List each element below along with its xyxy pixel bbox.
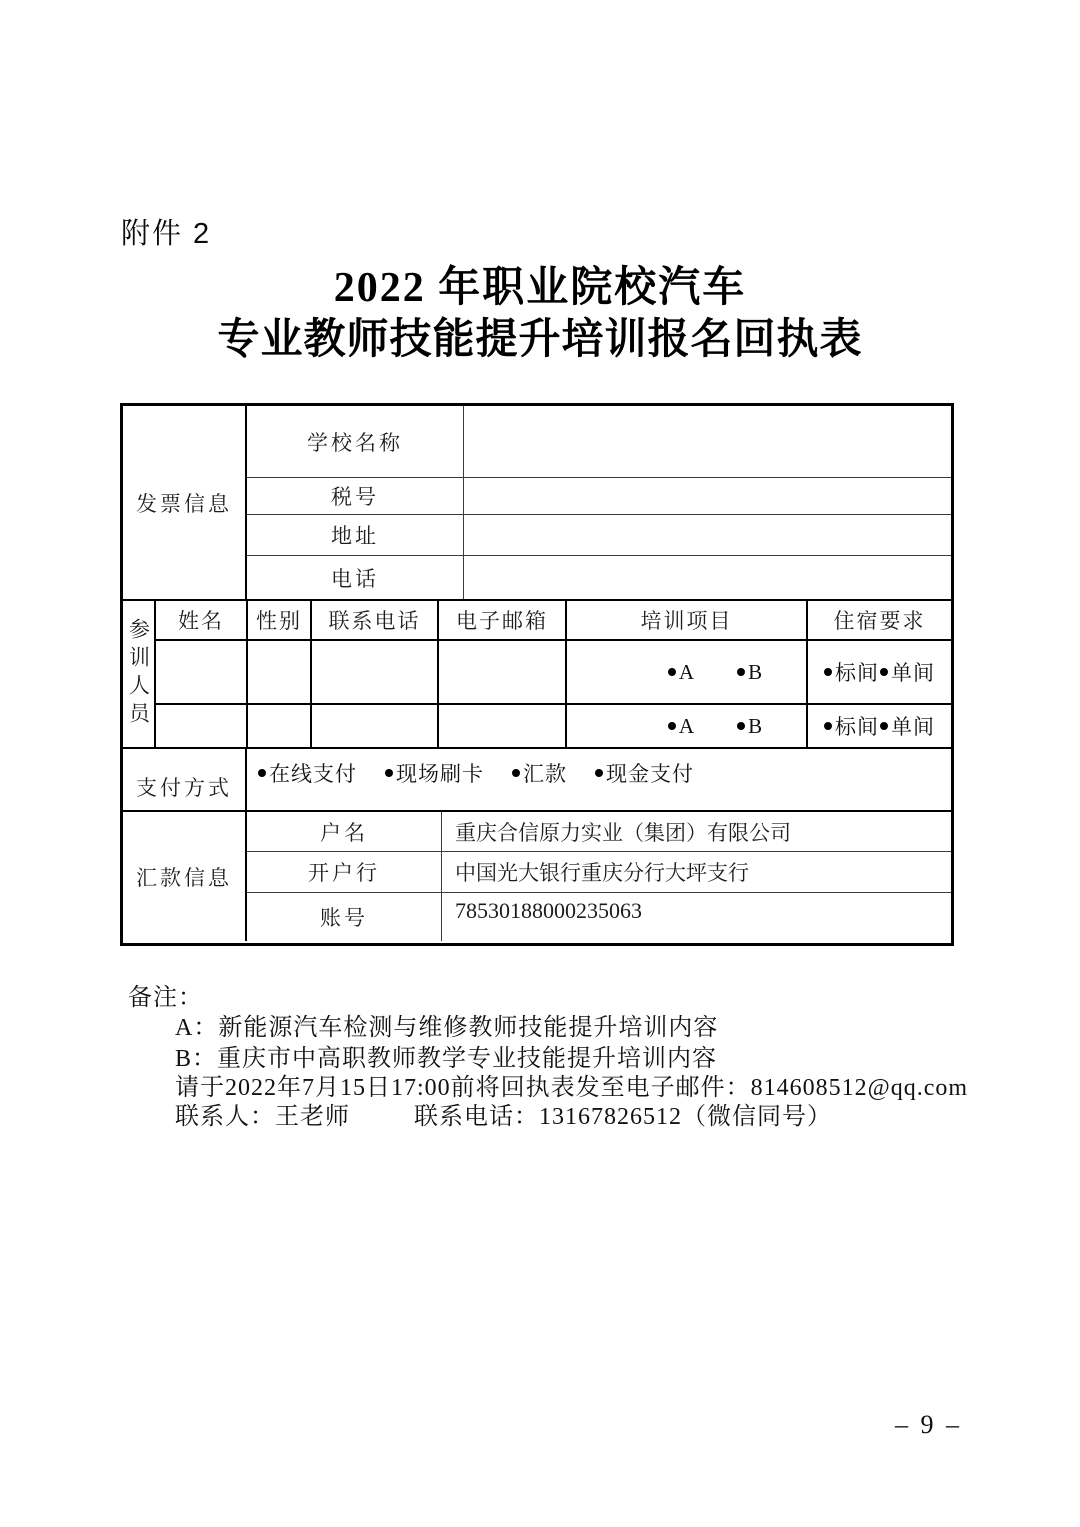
attachment-label: 附件 2: [121, 218, 212, 250]
payment-section: [123, 747, 951, 810]
training-option-b: B: [737, 714, 763, 739]
note-line-contact: [175, 1096, 832, 1131]
training-option-a: A: [668, 714, 695, 739]
invoice-value-school-name: [463, 406, 951, 477]
invoice-label-school-name: 学校名称: [307, 430, 403, 455]
participants-header-training-project: 培训项目: [567, 601, 806, 639]
contact-person: 联系人：王老师: [175, 1104, 350, 1130]
remittance-value-account-number: 78530188000235063: [441, 892, 951, 941]
radio-icon: [595, 769, 603, 777]
participants-header-accommodation: 住宿要求: [808, 601, 951, 639]
training-option-b: B: [737, 660, 763, 685]
participant-row2-email-cell: [439, 705, 565, 747]
payment-option-card: 现场刷卡: [385, 758, 484, 788]
remittance-value-account-name: 重庆合信原力实业（集团）有限公司: [441, 812, 951, 851]
participants-header-name: 姓名: [156, 601, 246, 639]
participants-header-contact-phone: 联系电话: [312, 601, 437, 639]
participant-row1-gender-cell: [248, 641, 310, 703]
participants-section-label: 参训人员: [126, 618, 151, 730]
accommodation-option-single: 单间: [880, 657, 935, 687]
radio-icon: [880, 722, 888, 730]
radio-icon: [824, 722, 832, 730]
doc-title-line1: 2022 年职业院校汽车: [333, 265, 747, 311]
radio-icon: [880, 668, 888, 676]
invoice-label-address: 地址: [247, 514, 463, 555]
participants-section-label-cell: [123, 601, 154, 747]
accommodation-option-single: 单间: [880, 711, 935, 741]
invoice-label-phone: 电话: [247, 555, 463, 599]
payment-option-online: 在线支付: [258, 758, 357, 788]
remittance-value-bank: 中国光大银行重庆分行大坪支行: [441, 851, 951, 892]
participant-row1-email-cell: [439, 641, 565, 703]
payment-options: [247, 749, 951, 810]
remittance-label-account-number: 账号: [247, 892, 441, 941]
radio-icon: [737, 722, 745, 730]
doc-title-line2: 专业教师技能提升培训报名回执表: [217, 317, 863, 363]
participant-row2-contact-phone-cell: [312, 705, 437, 747]
remittance-label-bank: 开户行: [247, 851, 441, 892]
participant-row1-accommodation-cell: [808, 641, 951, 703]
radio-icon: [824, 668, 832, 676]
participants-section: [123, 599, 951, 747]
payment-section-label: 支付方式: [123, 749, 247, 810]
invoice-value-tax-id: [463, 477, 951, 514]
note-line-deadline: 请于2022年7月15日17:00前将回执表发至电子邮件：814608512@qq.com: [175, 1075, 969, 1101]
participant-row1-name-cell: [156, 641, 246, 703]
participant-row2-name-cell: [156, 705, 246, 747]
payment-option-cash: 现金支付: [595, 758, 694, 788]
registration-form-table: [120, 403, 954, 946]
invoice-value-phone: [463, 555, 951, 599]
remittance-section-label: 汇款信息: [123, 812, 247, 941]
participant-row1-training-project-cell: [567, 641, 806, 703]
remittance-section: [123, 810, 951, 941]
radio-icon: [737, 668, 745, 676]
accommodation-option-standard: 标间: [824, 657, 879, 687]
invoice-section-label: 发票信息: [123, 406, 247, 599]
radio-icon: [512, 769, 520, 777]
note-line-a: A：新能源汽车检测与维修教师技能提升培训内容: [175, 1015, 719, 1041]
radio-icon: [668, 668, 676, 676]
participant-row2-gender-cell: [248, 705, 310, 747]
invoice-value-address: [463, 514, 951, 555]
radio-icon: [668, 722, 676, 730]
participants-header-gender: 性别: [248, 601, 310, 639]
participant-row1-contact-phone-cell: [312, 641, 437, 703]
radio-icon: [385, 769, 393, 777]
participant-row2-training-project-cell: [567, 705, 806, 747]
page-number: – 9 –: [895, 1410, 962, 1439]
notes-heading: 备注：: [128, 985, 203, 1011]
invoice-label-tax-id: 税号: [247, 477, 463, 514]
payment-option-remittance: 汇款: [512, 758, 567, 788]
note-line-b: B：重庆市中高职教师教学专业技能提升培训内容: [175, 1046, 718, 1072]
participant-row2-accommodation-cell: [808, 705, 951, 747]
accommodation-option-standard: 标间: [824, 711, 879, 741]
remittance-label-account-name: 户名: [320, 820, 368, 845]
invoice-section: [123, 406, 951, 599]
contact-phone: 联系电话：13167826512（微信同号）: [414, 1104, 832, 1130]
participants-header-email: 电子邮箱: [439, 601, 565, 639]
radio-icon: [258, 769, 266, 777]
training-option-a: A: [668, 660, 695, 685]
